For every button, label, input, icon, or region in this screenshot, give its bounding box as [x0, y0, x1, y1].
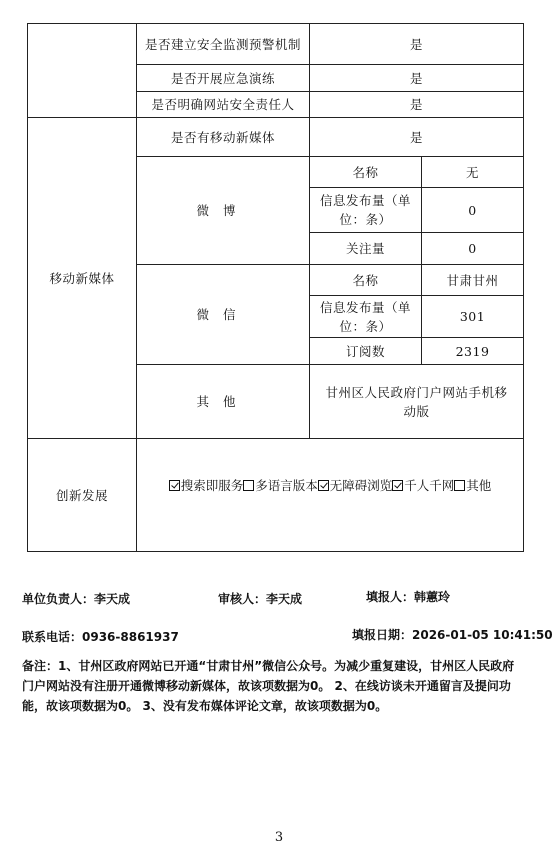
- responsible-answer: 是: [409, 97, 423, 112]
- contact-phone: 联系电话：0936-8861937: [22, 630, 179, 644]
- wechat-subscribers-value: 2319: [455, 343, 490, 359]
- weibo-name-label: 名称: [352, 164, 379, 180]
- checkbox-unchecked-icon[interactable]: [243, 480, 254, 491]
- remarks: 备注：1、甘州区政府网站已开通“甘肃甘州”微信公众号。为减少重复建设，甘州区人民政府门户网站没有注册开通微博移动新媒体，故该项数据为0。 2、在线访谈未开通留言及提问功能，故该项数据为0。 3、没有发布媒体评论文章，故该项数据为0。: [22, 659, 515, 713]
- checkbox-checked-icon[interactable]: [392, 480, 403, 491]
- wechat-posts-label: 信息发布量（单位：条）: [319, 299, 411, 334]
- wechat-posts-value: 301: [459, 309, 486, 324]
- option-personalized[interactable]: [392, 476, 454, 495]
- option-label: 多语言版本: [255, 478, 318, 493]
- page-number: 3: [274, 830, 284, 845]
- option-label: 无障碍浏览: [329, 478, 393, 493]
- has-mobile-question: 是否有移动新媒体: [170, 129, 275, 145]
- weibo-posts-value: 0: [468, 202, 477, 218]
- weibo-follow-value: 0: [468, 241, 477, 256]
- weibo-posts-label: 信息发布量（单位：条）: [319, 193, 411, 227]
- option-other[interactable]: [454, 476, 491, 495]
- mobile-media-section-label: 移动新媒体: [49, 270, 115, 286]
- wechat-subscribers-label: 订阅数: [345, 343, 385, 359]
- checkbox-unchecked-icon[interactable]: [454, 480, 465, 491]
- innovation-section-label: 创新发展: [55, 487, 108, 503]
- fill-date: 填报日期：2026-01-05 10:41:50: [352, 628, 553, 642]
- wechat-name-value: 甘肃甘州: [446, 272, 499, 288]
- responsible-question: 是否明确网站安全责任人: [151, 97, 295, 112]
- wechat-name-label: 名称: [352, 272, 379, 288]
- has-mobile-answer: 是: [409, 129, 423, 145]
- checkbox-checked-icon[interactable]: [318, 480, 329, 491]
- option-label: 搜索即服务: [180, 478, 244, 493]
- wechat-label: 微信: [196, 307, 250, 322]
- reviewer: 审核人：李天成: [218, 592, 303, 606]
- filler: 填报人：韩蕙玲: [366, 590, 451, 604]
- option-multilingual[interactable]: [243, 476, 318, 495]
- option-label: 千人千网: [404, 478, 455, 493]
- drill-question: 是否开展应急演练: [170, 70, 275, 86]
- option-accessible[interactable]: [318, 476, 393, 495]
- monitor-question: 是否建立安全监测预警机制: [144, 36, 301, 52]
- option-label: 其他: [466, 478, 492, 493]
- weibo-name-value: 无: [465, 164, 479, 180]
- weibo-label: 微博: [196, 203, 250, 218]
- monitor-answer: 是: [409, 36, 423, 52]
- other-media-label: 其他: [196, 394, 250, 409]
- option-search-service[interactable]: [169, 476, 244, 495]
- innovation-options: [137, 439, 523, 532]
- other-media-value: 甘州区人民政府门户网站手机移动版: [325, 384, 508, 419]
- unit-head: 单位负责人：李天成: [22, 592, 131, 606]
- weibo-follow-label: 关注量: [345, 241, 385, 256]
- drill-answer: 是: [409, 70, 423, 86]
- checkbox-checked-icon[interactable]: [169, 480, 180, 491]
